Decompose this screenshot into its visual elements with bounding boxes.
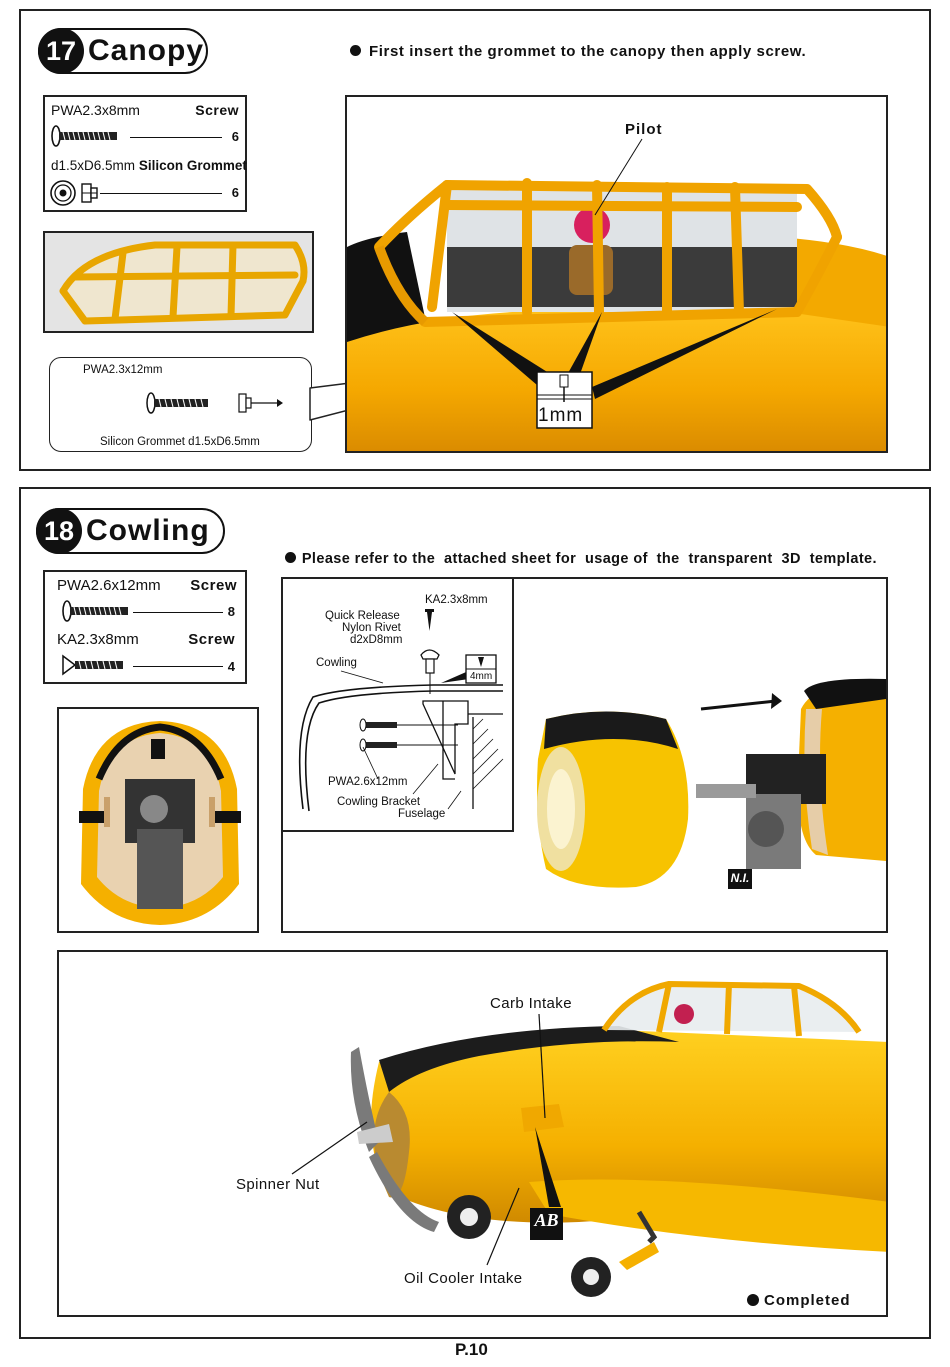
page-number: P.10 xyxy=(455,1340,488,1359)
ab-badge: AB xyxy=(534,1210,559,1230)
cowling-label: Cowling xyxy=(316,657,357,669)
grommet-icon xyxy=(50,179,100,207)
bullet-icon xyxy=(285,552,296,563)
detail-screw-icon xyxy=(145,390,285,416)
step-17-title: Canopy xyxy=(88,34,205,67)
leader-line xyxy=(133,666,223,667)
gap-1mm-label: 1mm xyxy=(538,405,584,426)
part-qty: 6 xyxy=(231,129,239,144)
step-17-instruction: First insert the grommet to the canopy then apply screw. xyxy=(350,43,806,60)
part-type: Screw xyxy=(190,577,237,594)
carb-intake-label: Carb Intake xyxy=(490,995,572,1012)
detail-grommet-label: Silicon Grommet d1.5xD6.5mm xyxy=(100,436,260,448)
screw-icon xyxy=(61,599,131,623)
completed-plane-photo xyxy=(57,950,888,1317)
step-17-number: 17 xyxy=(38,28,84,74)
ni-badge: N.I. xyxy=(730,871,750,885)
step-18-title: Cowling xyxy=(86,514,210,547)
step-18-parts-box xyxy=(43,570,247,684)
cowling-section-diagram xyxy=(283,579,514,832)
part-qty: 8 xyxy=(227,604,235,619)
bracket-label: Cowling Bracket xyxy=(337,796,421,808)
screw-icon xyxy=(50,125,120,147)
rivet-label-1: Quick Release xyxy=(325,610,400,622)
part-name: KA2.3x8mm xyxy=(57,631,139,648)
part-qty: 6 xyxy=(231,185,239,200)
bullet-icon xyxy=(350,45,361,56)
wood-screw-icon xyxy=(61,654,127,676)
part-name: d1.5xD6.5mm Silicon Grommet xyxy=(51,158,247,173)
part-type: Screw xyxy=(188,631,235,648)
ka-screw-label: KA2.3x8mm xyxy=(425,594,488,606)
cowling-interior-photo xyxy=(57,707,259,933)
step-17-parts-box xyxy=(43,95,247,212)
step-17-badge xyxy=(38,28,208,74)
part-type: Screw xyxy=(195,102,239,118)
step-18-instruction: Please refer to the attached sheet for usage of the transparent 3D template. xyxy=(276,535,877,567)
rivet-label-2: Nylon Rivet xyxy=(342,622,401,634)
fuselage-label: Fuselage xyxy=(398,808,446,820)
oil-cooler-label: Oil Cooler Intake xyxy=(404,1270,523,1287)
part-name: PWA2.6x12mm xyxy=(57,577,161,594)
step-18-number: 18 xyxy=(36,508,82,554)
leader-line xyxy=(130,137,222,138)
pwa-screw-label: PWA2.6x12mm xyxy=(328,776,408,788)
leader-line xyxy=(100,193,222,194)
engine-cowling-photo xyxy=(516,579,886,931)
part-qty: 4 xyxy=(227,659,235,674)
part-name: PWA2.3x8mm xyxy=(51,102,140,118)
canopy-part-photo xyxy=(43,231,314,333)
gap-4mm-label: 4mm xyxy=(470,671,493,682)
spinner-nut-label: Spinner Nut xyxy=(236,1176,320,1193)
canopy-install-photo xyxy=(345,95,888,453)
rivet-label-3: d2xD8mm xyxy=(350,634,403,646)
leader-line xyxy=(133,612,223,613)
pilot-label: Pilot xyxy=(625,121,663,138)
step-18-badge xyxy=(36,508,225,554)
completed-label: Completed xyxy=(764,1292,851,1309)
grommet-detail-callout xyxy=(49,357,312,452)
detail-screw-label: PWA2.3x12mm xyxy=(83,364,163,376)
